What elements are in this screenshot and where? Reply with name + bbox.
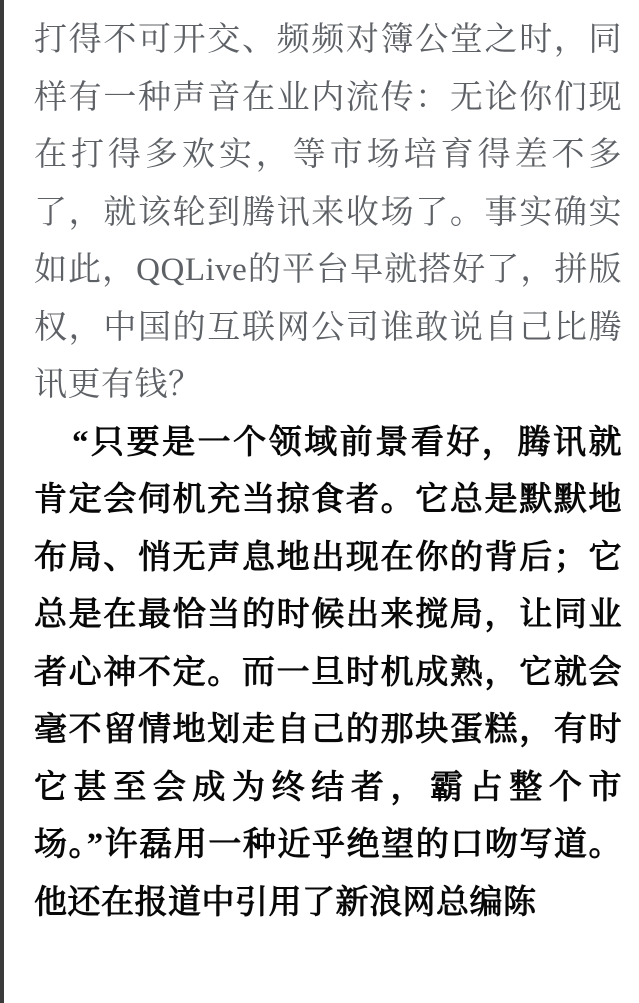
paragraph-1: 打得不可开交、频频对簿公堂之时，同样有一种声音在业内流传：无论你们现在打得多欢实，等市场培育得差不多了，就该轮到腾讯来收场了。事实确实如此，QQLive的平台早就搭好了，拼版权，中国的互联网公司谁敢说自己比腾讯更有钱？ [34, 22, 622, 403]
page-edge-bar [0, 0, 4, 1003]
text-column [34, 0, 622, 1003]
paragraph-2: “只要是一个领域前景看好，腾讯就肯定会伺机充当掠食者。它总是默默地布局、悄无声息地出现在你的背后；它总是在最恰当的时候出来搅局，让同业者心神不定。而一旦时机成熟，它就会毫不留情地划走自己的那块蛋糕，有时它甚至会成为终结者，霸占整个市场。”许磊用一种近乎绝望的口吻写道。他还在报道中引用了新浪网总编陈 [34, 424, 622, 921]
